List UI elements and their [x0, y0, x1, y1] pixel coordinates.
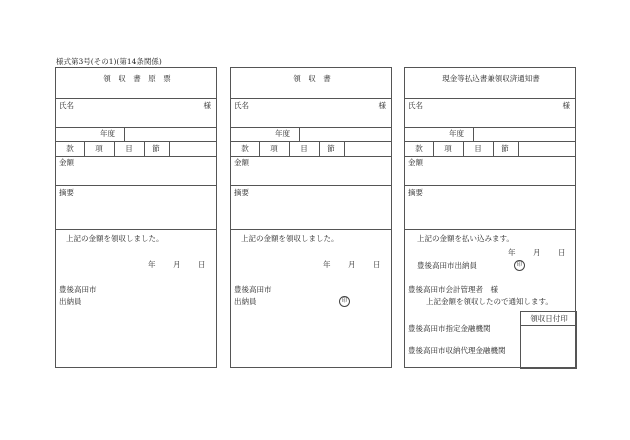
name-label: 氏名 — [234, 101, 249, 110]
receipt-panel — [230, 67, 392, 368]
honorific-label: 様 — [378, 101, 386, 110]
cashier-label: 出納員 — [234, 297, 257, 306]
account-col-setsu: 節 — [152, 144, 160, 153]
honorific-label: 様 — [203, 101, 211, 110]
form-number-title: 様式第3号(その1)(第14条関係) — [56, 57, 162, 66]
account-col-kan: 款 — [415, 144, 423, 153]
amount-label: 金額 — [234, 158, 249, 167]
date-year: 年 — [148, 260, 156, 269]
name-label: 氏名 — [59, 101, 74, 110]
panel-title: 現金等払込書兼領収済通知書 — [442, 74, 540, 83]
seal-icon: 印 — [514, 260, 525, 271]
account-col-setsu: 節 — [501, 144, 509, 153]
fiscal-year-label: 年度 — [449, 129, 464, 138]
account-col-setsu: 節 — [327, 144, 335, 153]
designated-bank-label: 豊後高田市指定金融機関 — [408, 324, 491, 333]
receipt-date-stamp-box — [520, 311, 577, 369]
payer-officer: 豊後高田市出納員 — [417, 261, 477, 270]
fiscal-year-label: 年度 — [275, 129, 290, 138]
account-col-kan: 款 — [66, 144, 74, 153]
account-col-moku: 目 — [474, 144, 482, 153]
summary-label: 摘要 — [234, 188, 249, 197]
account-col-kou: 項 — [444, 144, 452, 153]
account-col-kan: 款 — [241, 144, 249, 153]
payment-notice-panel — [404, 67, 576, 368]
date-day: 日 — [198, 260, 206, 269]
summary-label: 摘要 — [408, 188, 423, 197]
notice-statement: 上記金額を領収したので通知します。 — [426, 297, 553, 306]
city-name: 豊後高田市 — [234, 285, 272, 294]
received-statement: 上記の金額を領収しました。 — [66, 234, 164, 243]
name-label: 氏名 — [408, 101, 423, 110]
summary-label: 摘要 — [59, 188, 74, 197]
account-col-kou: 項 — [270, 144, 278, 153]
amount-label: 金額 — [59, 158, 74, 167]
panel-title: 領 収 書 原 票 — [103, 74, 171, 83]
payment-statement: 上記の金額を払い込みます。 — [417, 234, 514, 243]
date-year: 年 — [323, 260, 331, 269]
date-month: 月 — [348, 260, 356, 269]
seal-icon: 印 — [339, 296, 350, 307]
receipt-original-panel — [55, 67, 217, 368]
agent-bank-label: 豊後高田市収納代理金融機関 — [408, 346, 506, 355]
panel-title: 領 収 書 — [293, 74, 331, 83]
account-col-kou: 項 — [95, 144, 103, 153]
fiscal-year-label: 年度 — [100, 129, 115, 138]
date-day: 日 — [373, 260, 381, 269]
cashier-label: 出納員 — [59, 297, 82, 306]
city-name: 豊後高田市 — [59, 285, 97, 294]
stamp-label: 領収日付印 — [530, 314, 568, 323]
account-col-moku: 目 — [125, 144, 133, 153]
received-statement: 上記の金額を領収しました。 — [241, 234, 339, 243]
accountant-label: 豊後高田市会計管理者 様 — [408, 285, 498, 294]
honorific-label: 様 — [562, 101, 570, 110]
date-month: 月 — [533, 248, 541, 257]
date-day: 日 — [558, 248, 566, 257]
amount-label: 金額 — [408, 158, 423, 167]
account-col-moku: 目 — [300, 144, 308, 153]
date-year: 年 — [508, 248, 516, 257]
date-month: 月 — [173, 260, 181, 269]
